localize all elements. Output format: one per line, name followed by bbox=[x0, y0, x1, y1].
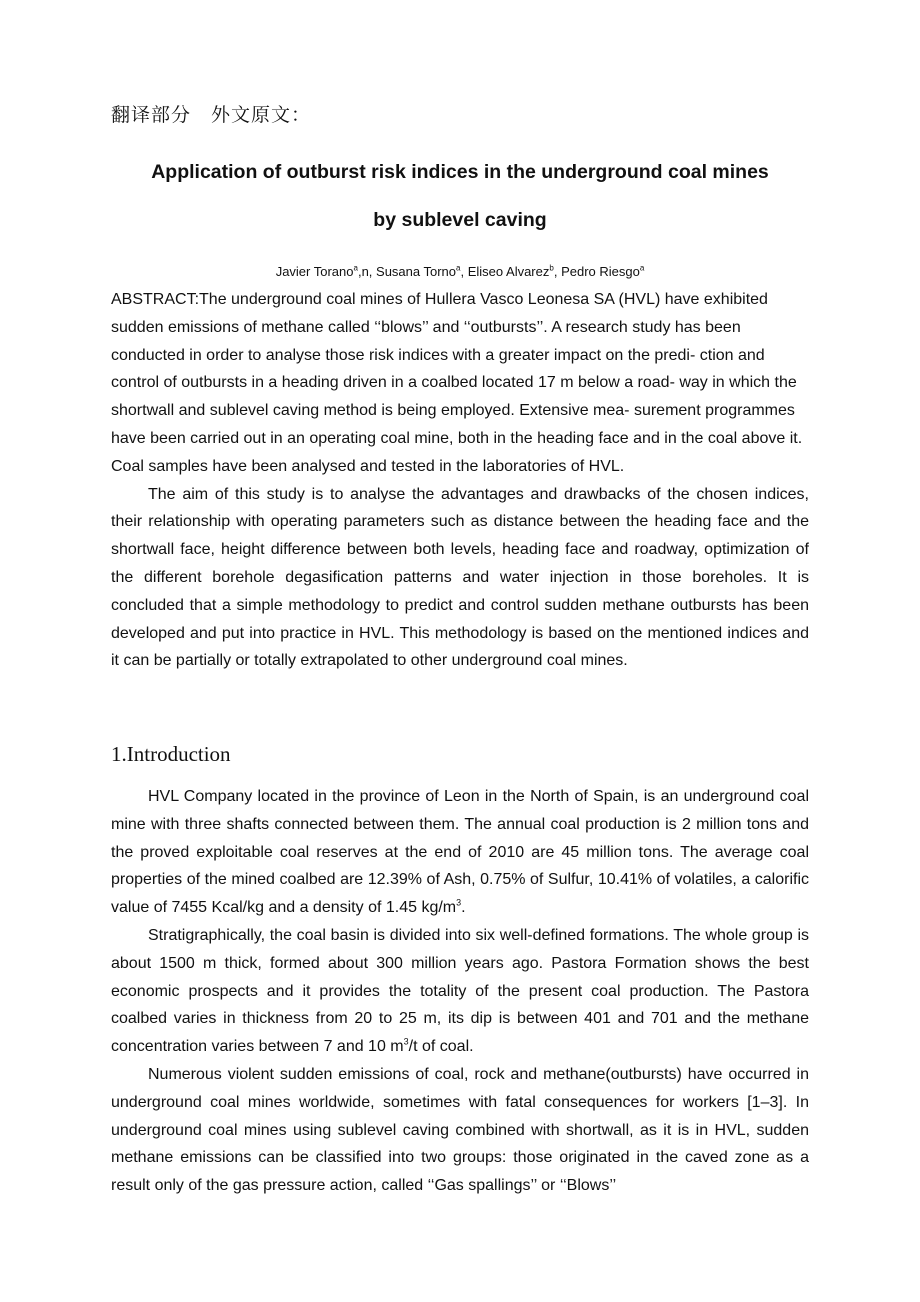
abstract-paragraph: ABSTRACT:The underground coal mines of Hullera Vasco Leonesa SA (HVL) have exhibited sudden emissions of methane called ‘‘blows’’ and ‘‘outbursts’’. A research study has been conducted in order to analyse those risk indices with a greater impact on the predi- ction and control of outbursts in a heading driven in a coalbed located 17 m below a road- way in which the shortwall and sublevel caving method is being employed. Extensive mea- surement programmes have been carried out in an operating coal mine, both in the heading face and in the coal above it. Coal samples have been analysed and tested in the laboratories of HVL. bbox=[111, 291, 803, 475]
paper-title-line-1: Application of outburst risk indices in the underground coal mines bbox=[151, 161, 769, 183]
section-mark: 翻译部分 外文原文： bbox=[111, 104, 312, 126]
body-paragraph bbox=[111, 783, 809, 922]
author-separator: , bbox=[553, 264, 562, 279]
affiliation-mark: a bbox=[639, 263, 645, 273]
author-name: Javier Torano bbox=[275, 264, 354, 279]
unit-superscript: 3 bbox=[456, 897, 462, 908]
author-separator: ,n, bbox=[357, 264, 377, 279]
author-separator: , bbox=[460, 264, 468, 279]
author-name: Susana Torno bbox=[376, 264, 457, 279]
abstract bbox=[111, 286, 809, 675]
author-list bbox=[111, 264, 809, 279]
affiliation-mark: a bbox=[353, 263, 358, 273]
author-name: Eliseo Alvarez bbox=[467, 264, 550, 279]
paragraph-text-end: . bbox=[461, 899, 466, 917]
author-name: Pedro Riesgo bbox=[561, 264, 640, 279]
body-paragraph bbox=[111, 922, 809, 1061]
abstract-paragraph: The aim of this study is to analyse the advantages and drawbacks of the chosen indices, their relationship with operating parameters such as distance between the heading face and the shortwall face, height difference between both levels, heading face and roadway, optimization of the different borehole degasification patterns and water injection in those boreholes. It is concluded that a simple methodology to predict and control sudden methane outbursts has been developed and put into practice in HVL. This methodology is based on the mentioned indices and it can be partially or totally extrapolated to other underground coal mines. bbox=[111, 485, 809, 670]
paper-title-line-2: by sublevel caving bbox=[373, 209, 547, 231]
introduction-body bbox=[111, 783, 809, 1200]
affiliation-mark: b bbox=[549, 263, 554, 273]
paragraph-text: Stratigraphically, the coal basin is divided into six well-defined formations. The whole group is about 1500 m thick, formed about 300 million years ago. Pastora Formation shows the best economic prospects and it provides the totality of the present coal production. The Pastora coalbed varies in thickness from 20 to 25 m, its dip is between 401 and 701 and the methane concentration varies between 7 and 10 m bbox=[111, 926, 809, 1056]
paragraph-text-end: /t of coal. bbox=[408, 1038, 474, 1056]
section-heading: 1.Introduction bbox=[111, 742, 231, 766]
paragraph-text: HVL Company located in the province of Leon in the North of Spain, is an underground coal mine with three shafts connected between them. The annual coal production is 2 million tons and the proved exploitable coal reserves at the end of 2010 are 45 million tons. The average coal properties of the mined coalbed are 12.39% of Ash, 0.75% of Sulfur, 10.41% of volatiles, a calorific value of 7455 Kcal/kg and a density of 1.45 kg/m bbox=[111, 788, 809, 917]
unit-superscript: 3 bbox=[403, 1036, 409, 1047]
body-paragraph: Numerous violent sudden emissions of coal, rock and methane(outbursts) have occurred in underground coal mines worldwide, sometimes with fatal consequences for workers [1–3]. In underground coal mines using sublevel caving combined with shortwall, as it is in HVL, sudden methane emissions can be classified into two groups: those originated in the caved zone as a result only of the gas pressure action, called ‘‘Gas spallings’’ or ‘‘Blows’’ bbox=[111, 1065, 809, 1195]
affiliation-mark: a bbox=[456, 263, 461, 273]
